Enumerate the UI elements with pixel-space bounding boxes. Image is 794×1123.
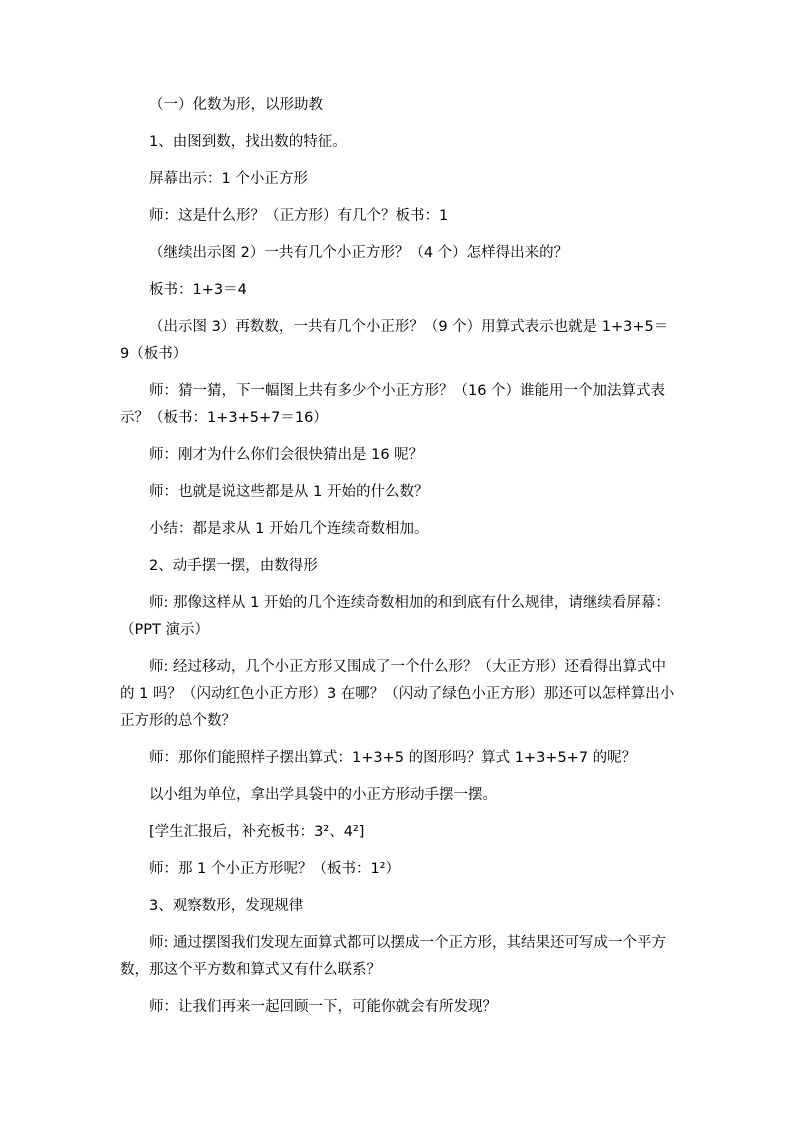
document-body <box>120 92 676 1031</box>
paragraph: 师：刚才为什么你们会很快猜出是 16 呢？ <box>149 447 424 463</box>
paragraph: [学生汇报后，补充板书：3²、4²] <box>149 824 365 840</box>
paragraph: 以小组为单位，拿出学具袋中的小正方形动手摆一摆。 <box>149 787 497 803</box>
paragraph: 板书：1+3＝4 <box>149 282 247 298</box>
paragraph: 师：让我们再来一起回顾一下，可能你就会有所发现？ <box>149 999 497 1015</box>
paragraph: 师: 那像这样从 1 开始的几个连续奇数相加的和到底有什么规律，请继续看屏幕：（PPT 演示） <box>120 595 670 638</box>
section-heading: （一）化数为形，以形助教 <box>149 97 323 113</box>
paragraph: 师：那你们能照样子摆出算式：1+3+5 的图形吗？算式 1+3+5+7 的呢？ <box>149 750 637 766</box>
paragraph: （继续出示图 2）一共有几个小正方形？（4 个）怎样得出来的？ <box>149 245 569 261</box>
paragraph: 师: 通过摆图我们发现左面算式都可以摆成一个正方形，其结果还可写成一个平方数，那这个平方数和算式又有什么联系？ <box>120 935 666 978</box>
subsection-heading: 1、由图到数，找出数的特征。 <box>149 134 347 150</box>
summary-paragraph: 小结：都是求从 1 开始几个连续奇数相加。 <box>149 521 429 537</box>
paragraph: 师：猜一猜，下一幅图上共有多少个小正方形？（16 个）谁能用一个加法算式表示？（板书：1+3+5+7＝16） <box>120 383 666 426</box>
paragraph: （出示图 3）再数数，一共有几个小正形？（9 个）用算式表示也就是 1+3+5＝9（板书） <box>120 319 669 362</box>
subsection-heading: 2、动手摆一摆，由数得形 <box>149 558 318 574</box>
subsection-heading: 3、观察数形，发现规律 <box>149 898 304 914</box>
paragraph: 师：那 1 个小正方形呢？（板书：1²） <box>149 861 400 877</box>
paragraph: 师：也就是说这些都是从 1 开始的什么数？ <box>149 484 429 500</box>
paragraph: 师：这是什么形？（正方形）有几个？板书：1 <box>149 208 449 224</box>
paragraph: 屏幕出示：1 个小正方形 <box>149 171 308 187</box>
paragraph: 师: 经过移动，几个小正方形又围成了一个什么形？（大正方形）还看得出算式中的 1 吗？（闪动红色小正方形）3 在哪？（闪动了绿色小正方形）那还可以怎样算出小正方形的总个数？ <box>120 659 675 729</box>
